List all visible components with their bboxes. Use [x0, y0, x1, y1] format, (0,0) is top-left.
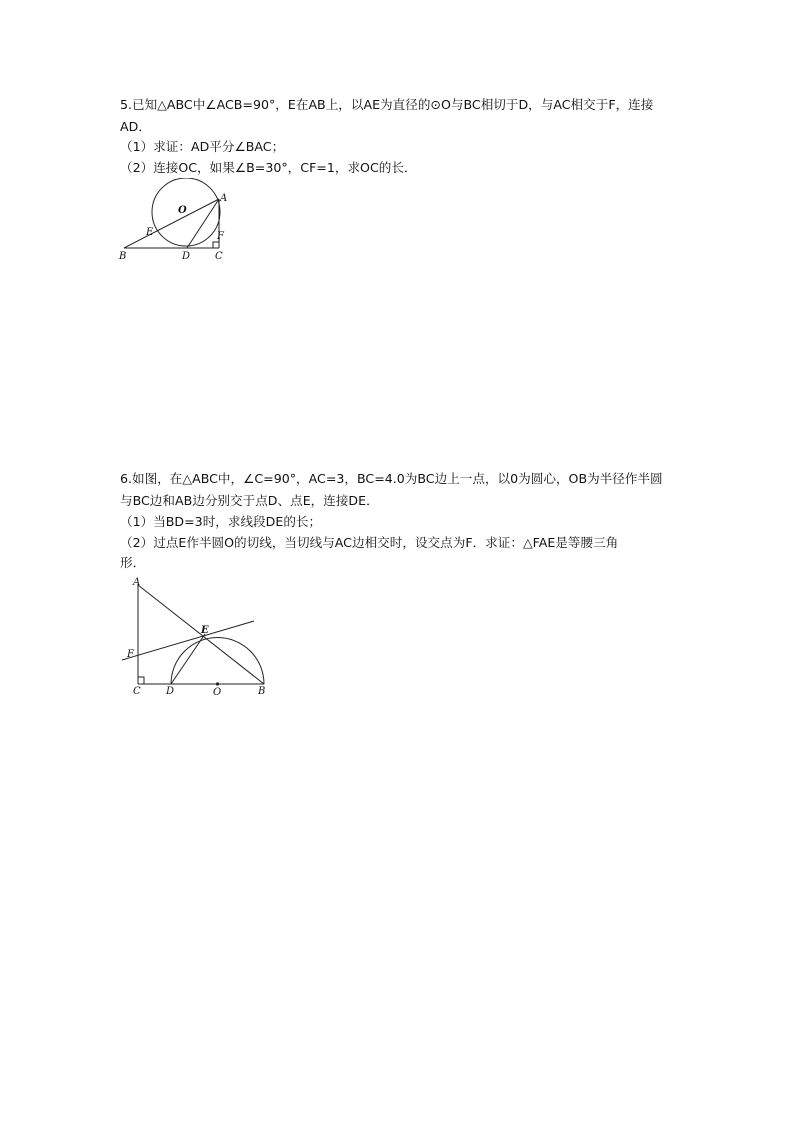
- right-angle-mark: [138, 677, 144, 684]
- semicircle-o: [171, 638, 264, 684]
- problem5-statement-line1: 5.已知△ABC中∠ACB=90°，E在AB上，以AE为直径的⊙O与BC相切于D，与AC相交于F，连接: [120, 97, 654, 112]
- label-f: F: [217, 231, 224, 242]
- label-c: C: [133, 686, 141, 697]
- segment-de: [171, 634, 205, 684]
- center-point-o: [216, 682, 219, 685]
- label-a: A: [133, 577, 141, 588]
- problem5-figure: [110, 178, 240, 264]
- label-a: A: [220, 193, 228, 204]
- label-b: B: [119, 251, 127, 262]
- problem6-question1: （1）当BD=3时，求线段DE的长；: [120, 514, 322, 529]
- problem6-statement-line2: 与BC边和AB边分别交于点D、点E，连接DE．: [120, 493, 379, 508]
- label-d: D: [182, 251, 191, 262]
- right-angle-mark: [213, 242, 219, 248]
- problem6-question2: （2）过点E作半圆O的切线，当切线与AC边相交时，设交点为F．求证：△FAE是等腰三角: [120, 535, 619, 550]
- label-o: O: [213, 687, 222, 698]
- problem5-question1: （1）求证：AD平分∠BAC；: [120, 139, 285, 154]
- problem6-question2-cont: 形．: [120, 555, 146, 570]
- label-b: B: [258, 686, 266, 697]
- problem6-statement-line1: 6.如图，在△ABC中，∠C=90°，AC=3，BC=4.0为BC边上一点，以0为圆心，OB为半径作半圆: [120, 471, 663, 486]
- segment-ad: [187, 199, 219, 248]
- problem6-figure: [115, 573, 275, 698]
- label-d: D: [166, 686, 175, 697]
- label-e: E: [146, 227, 154, 238]
- label-f: F: [127, 649, 134, 660]
- label-e: E: [201, 625, 209, 636]
- problem5-statement-line2: AD．: [120, 119, 151, 134]
- problem5-question2: （2）连接OC，如果∠B=30°，CF=1，求OC的长．: [120, 160, 417, 175]
- label-o: O: [178, 205, 187, 216]
- label-c: C: [215, 251, 223, 262]
